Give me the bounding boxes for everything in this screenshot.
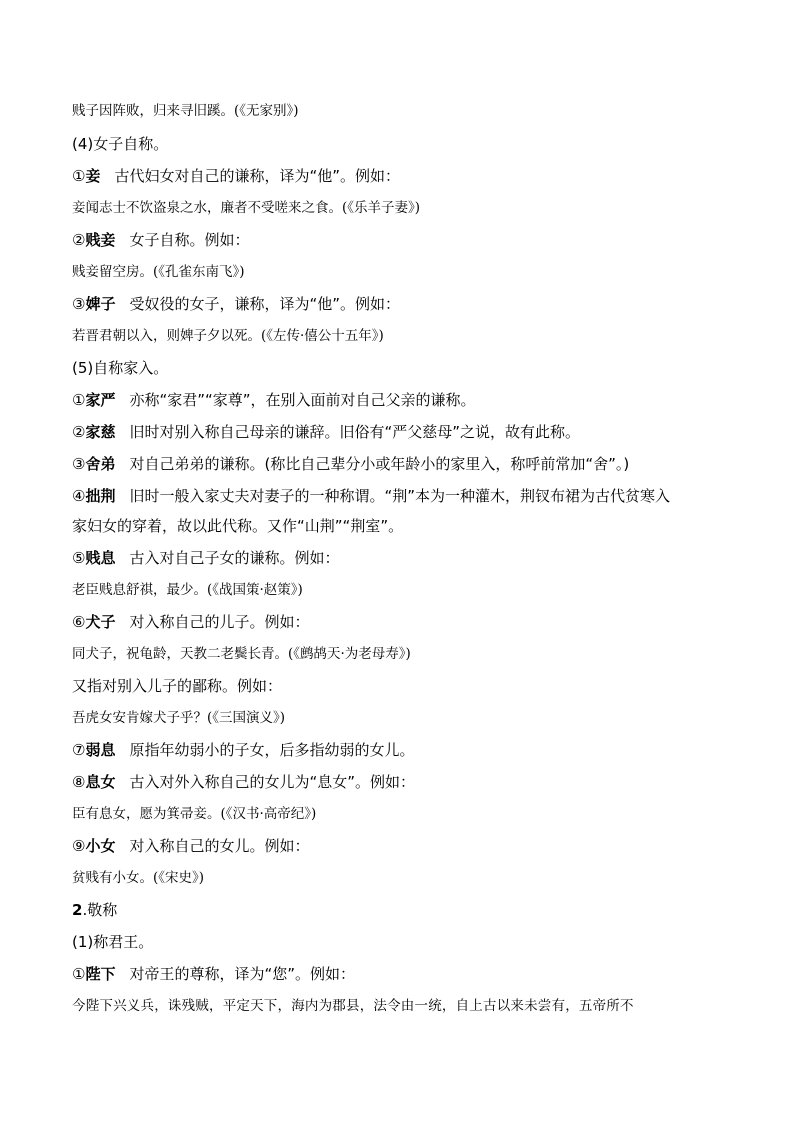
entry-term: 息女 [85,773,116,791]
entry-term: 贱息 [85,549,116,567]
plain-line [72,676,282,696]
quote-line [72,804,316,824]
entry-number: ⑨ [72,837,86,855]
entry-line [72,612,309,632]
entry-definition: 女子自称。例如： [129,231,250,249]
entry-number: ② [72,423,86,441]
entry-number: ⑦ [72,741,86,759]
entry-number: ③ [72,295,86,313]
continuation-line [72,516,403,536]
entry-term: 家慈 [85,423,116,441]
entry-definition: 对自己弟弟的谦称。(称比自己辈分小或年龄小的家里入，称呼前常加“舍”。) [129,455,630,473]
quote-text: 若晋君朝以入，则婢子夕以死。(《左传·僖公十五年》) [72,328,384,344]
entry-definition: 亦称“家君”“家尊”，在别入面前对自己父亲的谦称。 [129,391,476,409]
entry-definition: 对入称自己的儿子。例如： [129,613,310,631]
entry-number: ④ [72,487,86,505]
quote-line [72,868,204,888]
section-heading [72,900,117,920]
entry-definition: 古入对自己子女的谦称。例如： [129,549,340,567]
heading-text: (4)女子自称。 [72,135,169,153]
quote-text: 吾虎女安肯嫁犬子乎？(《三国演义》) [72,710,286,726]
section-title: .敬称 [82,901,118,919]
heading-text: (5)自称家入。 [72,359,169,377]
entry-line [72,230,249,250]
entry-line [72,772,415,792]
entry-term: 弱息 [85,741,116,759]
entry-term: 小女 [85,837,116,855]
quote-line [72,996,634,1016]
entry-line [72,836,309,856]
entry-definition: 受奴役的女子，谦称，译为“他”。例如： [129,295,401,313]
entry-number: ② [72,231,86,249]
entry-line [72,294,400,314]
quote-line [72,708,285,728]
entry-definition: 对帝王的尊称，译为“您”。例如： [129,965,356,983]
entry-line [72,548,339,568]
plain-text: 家妇女的穿着，故以此代称。又作“山荆”“荆室”。 [72,517,404,535]
section-number: 2 [72,901,83,919]
quote-line [72,262,245,282]
entry-term: 妾 [85,167,101,185]
entry-number: ⑤ [72,549,86,567]
subsection-heading [72,358,168,378]
entry-term: 贱妾 [85,231,116,249]
entry-term: 拙荆 [85,487,116,505]
entry-term: 婢子 [85,295,116,313]
quote-line [72,101,299,121]
entry-line [72,486,670,506]
entry-line [72,454,629,474]
subsection-heading [72,134,168,154]
entry-number: ① [72,965,86,983]
entry-line [72,740,414,760]
quote-text: 贫贱有小女。(《宋史》) [72,870,205,886]
quote-text: 今陛下兴义兵，诛残贼，平定天下，海内为郡县，法令由一统，自上古以来未尝有，五帝所不 [72,998,634,1014]
entry-term: 家严 [85,391,116,409]
entry-term: 舍弟 [85,455,116,473]
quote-line [72,326,384,346]
plain-text: 又指对别入儿子的鄙称。例如： [72,677,283,695]
entry-number: ⑧ [72,773,86,791]
entry-definition: 古入对外入称自己的女儿为“息女”。例如： [129,773,416,791]
entry-line [72,422,580,442]
entry-definition: 旧时对别入称自己母亲的谦辞。旧俗有“严父慈母”之说，故有此称。 [129,423,581,441]
quote-line [72,198,420,218]
entry-number: ③ [72,455,86,473]
quote-text: 同犬子，祝龟龄，天教二老鬓长青。(《鹧鸪天·为老母寿》) [72,646,411,662]
entry-term: 犬子 [85,613,116,631]
entry-definition: 古代妇女对自己的谦称，译为“他”。例如： [114,167,401,185]
heading-text: (1)称君王。 [72,933,154,951]
entry-number: ① [72,167,86,185]
entry-line [72,390,476,410]
quote-line [72,580,303,600]
entry-definition: 原指年幼弱小的子女，后多指幼弱的女儿。 [129,741,415,759]
quote-text: 老臣贱息舒祺，最少。(《战国策·赵策》) [72,582,303,598]
entry-number: ① [72,391,86,409]
quote-line [72,644,411,664]
subsection-heading [72,932,153,952]
quote-text: 贱子因阵败，归来寻旧蹊。(《无家别》) [72,103,299,119]
entry-term: 陛下 [85,965,116,983]
quote-text: 妾闻志士不饮盗泉之水，廉者不受嗟来之食。(《乐羊子妻》) [72,200,421,216]
entry-line [72,964,355,984]
quote-text: 贱妾留空房。(《孔雀东南飞》) [72,264,245,280]
entry-line [72,166,400,186]
entry-definition: 对入称自己的女儿。例如： [129,837,310,855]
entry-number: ⑥ [72,613,86,631]
entry-definition: 旧时一般入家丈夫对妻子的一种称谓。“荆”本为一种灌木，荆钗布裙为古代贫寒入 [129,487,671,505]
quote-text: 臣有息女，愿为箕帚妾。(《汉书·高帝纪》) [72,806,317,822]
